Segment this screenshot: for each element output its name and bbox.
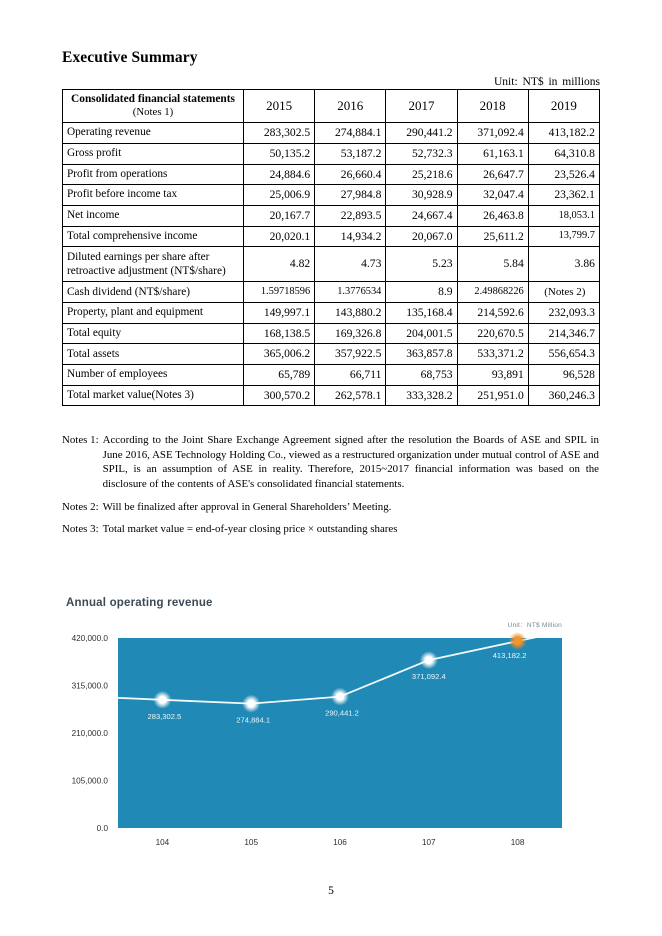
- table-row: [63, 344, 600, 365]
- table-unit-caption: Unit: NT$ in millions: [494, 76, 600, 88]
- table-row: [63, 365, 600, 386]
- row-value: 26,463.8: [457, 205, 528, 226]
- row-label: Number of employees: [63, 365, 244, 386]
- chart-y-tick-label: 315,000.0: [71, 681, 108, 691]
- row-value: 20,167.7: [244, 205, 315, 226]
- note-item: [62, 433, 599, 491]
- row-value: 290,441.2: [386, 123, 457, 144]
- table-header-title: Consolidated financial statements: [71, 93, 235, 105]
- chart-y-tick-label: 420,000.0: [71, 634, 108, 643]
- row-value: 24,884.6: [244, 164, 315, 185]
- row-value: 93,891: [457, 365, 528, 386]
- note-item: [62, 522, 599, 537]
- row-label: Profit before income tax: [63, 185, 244, 206]
- table-row: [63, 303, 600, 324]
- row-value: 23,362.1: [528, 185, 599, 206]
- row-value: 2.49868226: [457, 282, 528, 303]
- chart-marker: [159, 696, 166, 703]
- row-value: 283,302.5: [244, 123, 315, 144]
- chart-point-label: 371,092.4: [411, 672, 446, 682]
- chart-unit-label: Unit：NT$ Million: [507, 622, 562, 629]
- row-value: 214,346.7: [528, 323, 599, 344]
- chart-point-label: 290,441.2: [325, 708, 359, 718]
- row-value: 8.9: [386, 282, 457, 303]
- notes-section: [62, 433, 599, 539]
- table-row: [63, 247, 600, 282]
- row-value: 274,884.1: [315, 123, 386, 144]
- chart-plot-area: [118, 638, 562, 828]
- table-header-year-2017: 2017: [386, 90, 457, 123]
- row-value: 333,328.2: [386, 385, 457, 406]
- chart-point-label: 274,884.1: [236, 715, 271, 725]
- row-value: 25,006.9: [244, 185, 315, 206]
- row-label: Operating revenue: [63, 123, 244, 144]
- row-value: 27,984.8: [315, 185, 386, 206]
- row-value: 24,667.4: [386, 205, 457, 226]
- chart-x-tick-label: 107: [421, 838, 436, 847]
- note-tag: Notes 1:: [62, 434, 99, 446]
- row-label: Property, plant and equipment: [63, 303, 244, 324]
- chart-y-tick-label: 0.0: [96, 824, 108, 833]
- row-value: 5.84: [457, 247, 528, 282]
- financial-summary-table: [62, 89, 600, 406]
- chart-title: Annual operating revenue: [66, 597, 213, 609]
- note-body: Will be finalized after approval in General Shareholders’ Meeting.: [102, 501, 392, 513]
- row-value: 66,711: [315, 365, 386, 386]
- row-value: 25,218.6: [386, 164, 457, 185]
- chart-canvas: [62, 592, 562, 847]
- note-tag: Notes 3:: [62, 522, 99, 535]
- note-item: [62, 500, 599, 515]
- annual-operating-revenue-chart: [62, 592, 562, 847]
- row-value: 371,092.4: [457, 123, 528, 144]
- row-value: 30,928.9: [386, 185, 457, 206]
- table-row: [63, 323, 600, 344]
- chart-marker: [248, 700, 255, 707]
- row-value: 220,670.5: [457, 323, 528, 344]
- row-value: 169,326.8: [315, 323, 386, 344]
- row-value: 65,789: [244, 365, 315, 386]
- row-value: 18,053.1: [528, 205, 599, 226]
- row-value: 23,526.4: [528, 164, 599, 185]
- row-value: 232,093.3: [528, 303, 599, 324]
- row-value: 204,001.5: [386, 323, 457, 344]
- note-body: Total market value = end-of-year closing price × outstanding shares: [102, 522, 398, 535]
- row-value: 300,570.2: [244, 385, 315, 406]
- row-value: 360,246.3: [528, 385, 599, 406]
- note-tag: Notes 2:: [62, 501, 99, 513]
- row-value: 25,611.2: [457, 226, 528, 247]
- row-value: 64,310.8: [528, 143, 599, 164]
- row-value: (Notes 2): [528, 282, 599, 303]
- row-value: 1.3776534: [315, 282, 386, 303]
- chart-y-axis: [72, 634, 109, 833]
- row-value: 5.23: [386, 247, 457, 282]
- table-header-year-2016: 2016: [315, 90, 386, 123]
- row-value: 50,135.2: [244, 143, 315, 164]
- chart-x-tick-label: 106: [333, 838, 347, 847]
- chart-marker: [336, 693, 343, 700]
- row-label: Net income: [63, 205, 244, 226]
- row-label: Total equity: [63, 323, 244, 344]
- row-value: 53,187.2: [315, 143, 386, 164]
- row-label: Total market value(Notes 3): [63, 385, 244, 406]
- chart-y-tick-label: 105,000.0: [71, 776, 108, 786]
- row-label: Cash dividend (NT$/share): [63, 282, 244, 303]
- row-label: Total comprehensive income: [63, 226, 244, 247]
- chart-x-tick-label: 104: [155, 838, 170, 847]
- note-body: According to the Joint Share Exchange Agreement signed after the resolution the Boards of ASE and SPIL in June 2016, ASE Technology Holding Co., viewed as a restructured organization under mutual control of ASE and SPIL, is an assumption of ASE in reality. Therefore, 2015~2017 financial information was based on the disclosure of the contents of ASE's consolidated financial statements.: [102, 434, 599, 490]
- row-value: 143,880.2: [315, 303, 386, 324]
- row-value: 413,182.2: [528, 123, 599, 144]
- table-header-year-2015: 2015: [244, 90, 315, 123]
- table-row: [63, 123, 600, 144]
- row-value: 4.82: [244, 247, 315, 282]
- row-value: 214,592.6: [457, 303, 528, 324]
- row-value: 14,934.2: [315, 226, 386, 247]
- table-header-label-cell: [63, 90, 244, 123]
- row-value: 251,951.0: [457, 385, 528, 406]
- table-row: [63, 164, 600, 185]
- row-value: 22,893.5: [315, 205, 386, 226]
- row-value: 52,732.3: [386, 143, 457, 164]
- row-value: 556,654.3: [528, 344, 599, 365]
- page-number: 5: [328, 885, 334, 897]
- row-value: 13,799.7: [528, 226, 599, 247]
- row-value: 20,067.0: [386, 226, 457, 247]
- row-value: 32,047.4: [457, 185, 528, 206]
- chart-point-label: 283,302.5: [147, 711, 182, 721]
- chart-y-tick-label: 210,000.0: [71, 729, 108, 738]
- row-label: Profit from operations: [63, 164, 244, 185]
- chart-point-label: 413,182.2: [492, 651, 527, 661]
- row-value: 149,997.1: [244, 303, 315, 324]
- row-value: 26,647.7: [457, 164, 528, 185]
- table-row: [63, 205, 600, 226]
- row-value: 96,528: [528, 365, 599, 386]
- row-value: 68,753: [386, 365, 457, 386]
- table-row: [63, 282, 600, 303]
- row-value: 262,578.1: [315, 385, 386, 406]
- table-row: [63, 385, 600, 406]
- row-label: Gross profit: [63, 143, 244, 164]
- row-value: 365,006.2: [244, 344, 315, 365]
- row-value: 533,371.2: [457, 344, 528, 365]
- row-label: Total assets: [63, 344, 244, 365]
- row-value: 4.73: [315, 247, 386, 282]
- row-value: 26,660.4: [315, 164, 386, 185]
- row-value: 20,020.1: [244, 226, 315, 247]
- row-value: 168,138.5: [244, 323, 315, 344]
- row-label: Diluted earnings per share after retroactive adjustment (NT$/share): [63, 247, 244, 282]
- row-value: 357,922.5: [315, 344, 386, 365]
- row-value: 135,168.4: [386, 303, 457, 324]
- table-row: [63, 226, 600, 247]
- chart-x-axis: [156, 838, 525, 847]
- row-value: 61,163.1: [457, 143, 528, 164]
- row-value: 1.59718596: [244, 282, 315, 303]
- row-value: 363,857.8: [386, 344, 457, 365]
- chart-x-tick-label: 105: [244, 838, 259, 847]
- chart-x-tick-label: 108: [510, 838, 525, 847]
- table-header-row: [63, 90, 600, 123]
- table-header-year-2019: 2019: [528, 90, 599, 123]
- table-header-subtitle: (Notes 1): [132, 106, 174, 119]
- row-value: 3.86: [528, 247, 599, 282]
- table-row: [63, 185, 600, 206]
- chart-marker: [425, 657, 432, 664]
- page-title: Executive Summary: [62, 49, 198, 66]
- table-header-year-2018: 2018: [457, 90, 528, 123]
- chart-marker: [514, 637, 521, 644]
- table-row: [63, 143, 600, 164]
